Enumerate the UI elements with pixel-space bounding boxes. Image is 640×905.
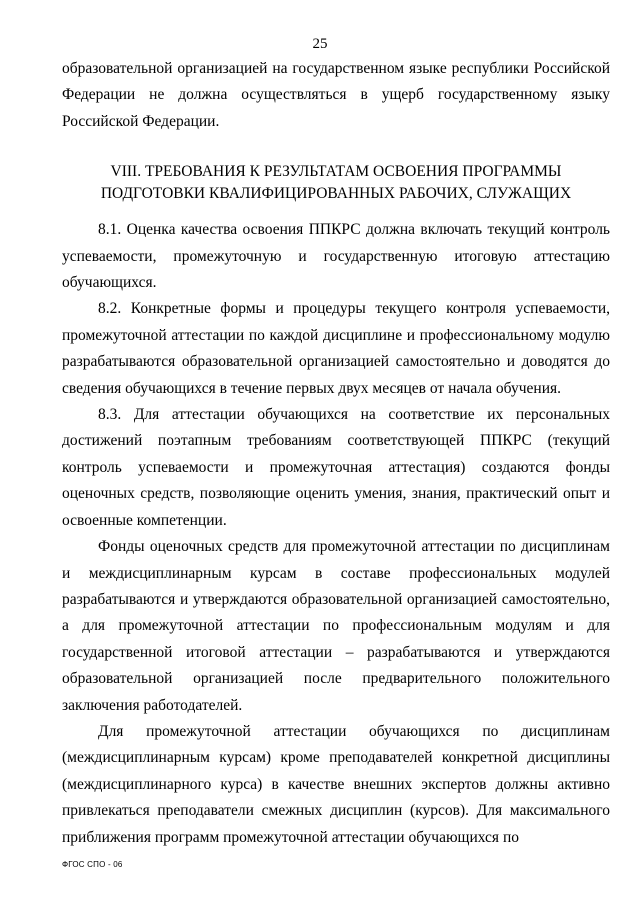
footer-label: ФГОС СПО - 06	[62, 860, 123, 869]
paragraph-8-1: 8.1. Оценка качества освоения ППКРС должна включать текущий контроль успеваемости, промежуточную и государственную итоговую аттестацию обучающихся.	[62, 221, 610, 292]
intro-paragraph: образовательной организацией на государственном языке республики Российской Федерации не должна осуществляться в ущерб государственному языку Российской Федерации.	[62, 60, 610, 130]
section-heading-line-1: VIII. ТРЕБОВАНИЯ К РЕЗУЛЬТАТАМ ОСВОЕНИЯ ПРОГРАММЫ	[110, 163, 562, 181]
page-number: 25	[312, 36, 328, 52]
paragraph-8-3: 8.3. Для аттестации обучающихся на соответствие их персональных достижений поэтапным требованиям соответствующей ППКРС (текущий контроль успеваемости и промежуточная аттестация) создаются фонды оценочных средств, позволяющие оценить умения, знания, практический опыт и освоенные компетенции.	[62, 406, 610, 529]
paragraph-8-2: 8.2. Конкретные формы и процедуры текущего контроля успеваемости, промежуточной аттестации по каждой дисциплине и профессиональному модулю разрабатываются образовательной организацией самостоятельно и доводятся до сведения обучающихся в течение первых двух месяцев от начала обучения.	[62, 300, 610, 397]
paragraph-external-experts: Для промежуточной аттестации обучающихся по дисциплинам (междисциплинарным курсам) кроме преподавателей конкретной дисциплины (междисциплинарного курса) в качестве внешних экспертов должны активно привлекаться преподаватели смежных дисциплин (курсов). Для максимального приближения программ промежуточной аттестации обучающихся по	[62, 722, 610, 846]
paragraph-assessment-funds: Фонды оценочных средств для промежуточной аттестации по дисциплинам и междисциплинарным курсам в составе профессиональных модулей разрабатываются и утверждаются образовательной организацией самостоятельно, а для промежуточной аттестации по профессиональным модулям и для государственной итоговой аттестации – разрабатываются и утверждаются образовательной организацией после предварительного положительного заключения работодателей.	[62, 538, 610, 714]
document-body	[62, 56, 610, 851]
section-heading	[62, 161, 610, 205]
section-heading-line-2: ПОДГОТОВКИ КВАЛИФИЦИРОВАННЫХ РАБОЧИХ, СЛУЖАЩИХ	[100, 185, 572, 203]
